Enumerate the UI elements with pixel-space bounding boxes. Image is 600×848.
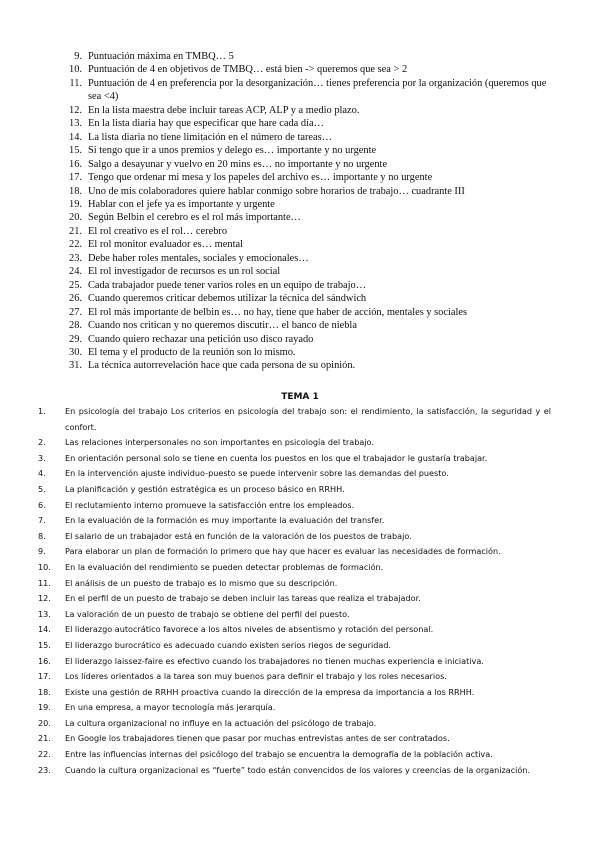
item-text: La lista diaria no tiene limitación en el número de tareas… bbox=[88, 131, 333, 143]
list-item bbox=[0, 607, 600, 623]
list-item bbox=[0, 252, 600, 265]
item-number: 12. bbox=[69, 104, 82, 116]
list-item bbox=[0, 158, 600, 171]
list-item bbox=[0, 638, 600, 654]
list-item bbox=[0, 654, 600, 670]
item-text: El tema y el producto de la reunión son lo mismo. bbox=[88, 346, 296, 358]
item-number: 3. bbox=[38, 452, 46, 463]
question-list-continued bbox=[0, 50, 600, 373]
list-item bbox=[0, 451, 600, 467]
item-text: Cuando la cultura organizacional es “fuerte” todo están convencidos de los valores y creencias de la organización. bbox=[65, 764, 531, 775]
list-item bbox=[0, 333, 600, 346]
list-item bbox=[0, 435, 600, 451]
list-item bbox=[0, 576, 600, 592]
list-item bbox=[0, 731, 600, 747]
list-item bbox=[0, 198, 600, 211]
item-text: El salario de un trabajador está en función de la valoración de los puestos de trabajo. bbox=[65, 530, 412, 541]
item-number: 6. bbox=[38, 499, 46, 510]
item-text: En la evaluación del rendimiento se pueden detectar problemas de formación. bbox=[65, 561, 384, 572]
list-item bbox=[0, 117, 600, 130]
item-number: 27. bbox=[69, 306, 82, 318]
item-text: El reclutamiento interno promueve la satisfacción entre los empleados. bbox=[65, 499, 355, 510]
item-number: 21. bbox=[38, 733, 51, 744]
list-item bbox=[0, 144, 600, 157]
item-text: Salgo a desayunar y vuelvo en 20 mins es… no importante y no urgente bbox=[88, 158, 388, 170]
item-number: 11. bbox=[38, 577, 51, 588]
list-item bbox=[0, 529, 600, 545]
item-text: El rol monitor evaluador es… mental bbox=[88, 239, 243, 251]
list-item bbox=[0, 466, 600, 482]
item-text: La cultura organizacional no influye en la actuación del psicólogo de trabajo. bbox=[65, 717, 377, 728]
item-text: Puntuación de 4 en objetivos de TMBQ… está bien -> queremos que sea > 2 bbox=[88, 64, 408, 76]
list-item bbox=[0, 63, 600, 76]
item-number: 10. bbox=[38, 561, 51, 572]
item-number: 8. bbox=[38, 530, 46, 541]
list-item bbox=[0, 319, 600, 332]
item-text: Debe haber roles mentales, sociales y emocionales… bbox=[88, 252, 309, 264]
list-item bbox=[0, 185, 600, 198]
item-text: El análisis de un puesto de trabajo es lo mismo que su descripción. bbox=[65, 577, 338, 588]
item-text: Si tengo que ir a unos premios y delego es… importante y no urgente bbox=[88, 145, 377, 157]
list-item bbox=[0, 700, 600, 716]
item-number: 24. bbox=[69, 266, 82, 278]
item-text: El liderazgo autocrático favorece a los altos niveles de absentismo y rotación del personal. bbox=[65, 624, 434, 635]
list-item bbox=[0, 404, 600, 435]
list-item bbox=[0, 513, 600, 529]
item-text: Según Belbin el cerebro es el rol más importante… bbox=[88, 212, 301, 224]
item-number: 19. bbox=[69, 198, 82, 210]
item-text: El rol investigador de recursos es un rol social bbox=[88, 266, 281, 278]
item-number: 22. bbox=[38, 749, 51, 760]
item-number: 28. bbox=[69, 320, 82, 332]
item-text: Hablar con el jefe ya es importante y urgente bbox=[88, 198, 275, 210]
item-number: 9. bbox=[74, 51, 82, 62]
item-number: 17. bbox=[69, 172, 82, 184]
item-number: 16. bbox=[38, 655, 51, 666]
item-text: La técnica autorrevelación hace que cada persona de su opinión. bbox=[88, 360, 356, 372]
list-item bbox=[0, 50, 600, 63]
list-item bbox=[0, 346, 600, 359]
list-item bbox=[0, 306, 600, 319]
item-text: En la lista diaria hay que especificar que hare cada día… bbox=[88, 118, 324, 130]
item-number: 2. bbox=[38, 437, 46, 448]
item-number: 23. bbox=[38, 764, 51, 775]
item-number: 18. bbox=[38, 686, 51, 697]
list-item bbox=[0, 77, 600, 104]
list-item bbox=[0, 279, 600, 292]
item-text: Las relaciones interpersonales no son importantes en psicología del trabajo. bbox=[65, 437, 374, 448]
item-number: 31. bbox=[69, 360, 82, 372]
item-number: 13. bbox=[69, 118, 82, 130]
item-text: La planificación y gestión estratégica es un proceso básico en RRHH. bbox=[65, 483, 345, 494]
section-heading: TEMA 1 bbox=[281, 392, 319, 402]
item-text: Puntuación de 4 en preferencia por la desorganización… tienes preferencia por la organización (queremos que sea <4) bbox=[88, 77, 547, 103]
list-item bbox=[0, 560, 600, 576]
item-text: El rol más importante de belbin es… no hay, tiene que haber de acción, mentales y sociales bbox=[88, 306, 468, 318]
item-text: En una empresa, a mayor tecnología más jerarquía. bbox=[65, 702, 276, 713]
item-number: 25. bbox=[69, 279, 82, 291]
item-text: En la evaluación de la formación es muy importante la evaluación del transfer. bbox=[65, 515, 385, 526]
item-text: En la lista maestra debe incluir tareas ACP, ALP y a medio plazo. bbox=[88, 104, 360, 116]
item-number: 29. bbox=[69, 333, 82, 345]
list-item bbox=[0, 359, 600, 372]
item-number: 18. bbox=[69, 185, 82, 197]
list-item bbox=[0, 685, 600, 701]
list-item bbox=[0, 498, 600, 514]
item-text: Existe una gestión de RRHH proactiva cuando la dirección de la empresa da importancia a los RRHH. bbox=[65, 686, 475, 697]
list-item bbox=[0, 238, 600, 251]
item-text: En Google los trabajadores tienen que pasar por muchas entrevistas antes de ser contratados. bbox=[65, 733, 450, 744]
item-number: 30. bbox=[69, 346, 82, 358]
item-text: La valoración de un puesto de trabajo se obtiene del perfil del puesto. bbox=[65, 608, 350, 619]
item-text: Uno de mis colaboradores quiere hablar conmigo sobre horarios de trabajo… cuadrante III bbox=[88, 185, 465, 197]
item-number: 20. bbox=[38, 717, 51, 728]
item-text: En orientación personal solo se tiene en cuenta los puestos en los que el trabajador le gustaría trabajar. bbox=[65, 452, 488, 463]
list-item bbox=[0, 265, 600, 278]
item-number: 1. bbox=[38, 406, 46, 416]
list-item bbox=[0, 104, 600, 117]
item-number: 12. bbox=[38, 593, 51, 604]
item-text: Cada trabajador puede tener varios roles en un equipo de trabajo… bbox=[88, 279, 367, 291]
list-item bbox=[0, 747, 600, 763]
item-text: Cuando queremos criticar debemos utilizar la técnica del sándwich bbox=[88, 293, 367, 305]
item-number: 4. bbox=[38, 468, 46, 479]
item-number: 9. bbox=[38, 546, 46, 557]
item-text: En la intervención ajuste individuo-puesto se puede intervenir sobre las demandas del puesto. bbox=[65, 468, 449, 479]
item-number: 15. bbox=[38, 639, 51, 650]
item-text: Cuando nos critican y no queremos discutir… el banco de niebla bbox=[88, 320, 357, 332]
item-number: 13. bbox=[38, 608, 51, 619]
item-number: 20. bbox=[69, 212, 82, 224]
item-text: Para elaborar un plan de formación lo primero que hay que hacer es evaluar las necesidades de formación. bbox=[65, 546, 501, 557]
item-number: 10. bbox=[69, 64, 82, 76]
list-item bbox=[0, 544, 600, 560]
item-text: El liderazgo laissez-faire es efectivo cuando los trabajadores no tienen muchas experiencia e iniciativa. bbox=[65, 655, 484, 666]
list-item bbox=[0, 763, 600, 779]
item-number: 26. bbox=[69, 293, 82, 305]
item-text: Tengo que ordenar mi mesa y los papeles del archivo es… importante y no urgente bbox=[88, 172, 433, 184]
item-number: 5. bbox=[38, 483, 46, 494]
item-number: 16. bbox=[69, 158, 82, 170]
item-number: 17. bbox=[38, 671, 51, 682]
item-number: 23. bbox=[69, 252, 82, 264]
list-item bbox=[0, 622, 600, 638]
list-item bbox=[0, 292, 600, 305]
item-text: Entre las influencias internas del psicólogo del trabajo se encuentra la demografía de la población activa. bbox=[65, 749, 493, 760]
item-number: 11. bbox=[69, 77, 82, 89]
item-text: Cuando quiero rechazar una petición uso disco rayado bbox=[88, 333, 314, 345]
list-item bbox=[0, 669, 600, 685]
item-number: 14. bbox=[38, 624, 51, 635]
tema-1-question-list bbox=[0, 404, 600, 778]
item-text: El rol creativo es el rol… cerebro bbox=[88, 225, 228, 237]
item-number: 19. bbox=[38, 702, 51, 713]
item-text: Los líderes orientados a la tarea son muy buenos para definir el trabajo y los roles necesarios. bbox=[65, 671, 447, 682]
item-number: 14. bbox=[69, 131, 82, 143]
list-item bbox=[0, 225, 600, 238]
list-item bbox=[0, 591, 600, 607]
list-item bbox=[0, 716, 600, 732]
item-text: Puntuación máxima en TMBQ… 5 bbox=[88, 51, 234, 62]
item-text: El liderazgo burocrático es adecuado cuando existen serios riegos de seguridad. bbox=[65, 639, 392, 650]
list-item bbox=[0, 211, 600, 224]
item-number: 21. bbox=[69, 225, 82, 237]
item-text: En el perfil de un puesto de trabajo se deben incluir las tareas que realiza el trabajador. bbox=[65, 593, 421, 604]
item-text: En psicología del trabajo Los criterios en psicología del trabajo son: el rendimiento, la satisfacción, la seguridad y el confort. bbox=[65, 406, 551, 432]
list-item bbox=[0, 171, 600, 184]
item-number: 15. bbox=[69, 145, 82, 157]
item-number: 22. bbox=[69, 239, 82, 251]
list-item bbox=[0, 482, 600, 498]
list-item bbox=[0, 131, 600, 144]
item-number: 7. bbox=[38, 515, 46, 526]
